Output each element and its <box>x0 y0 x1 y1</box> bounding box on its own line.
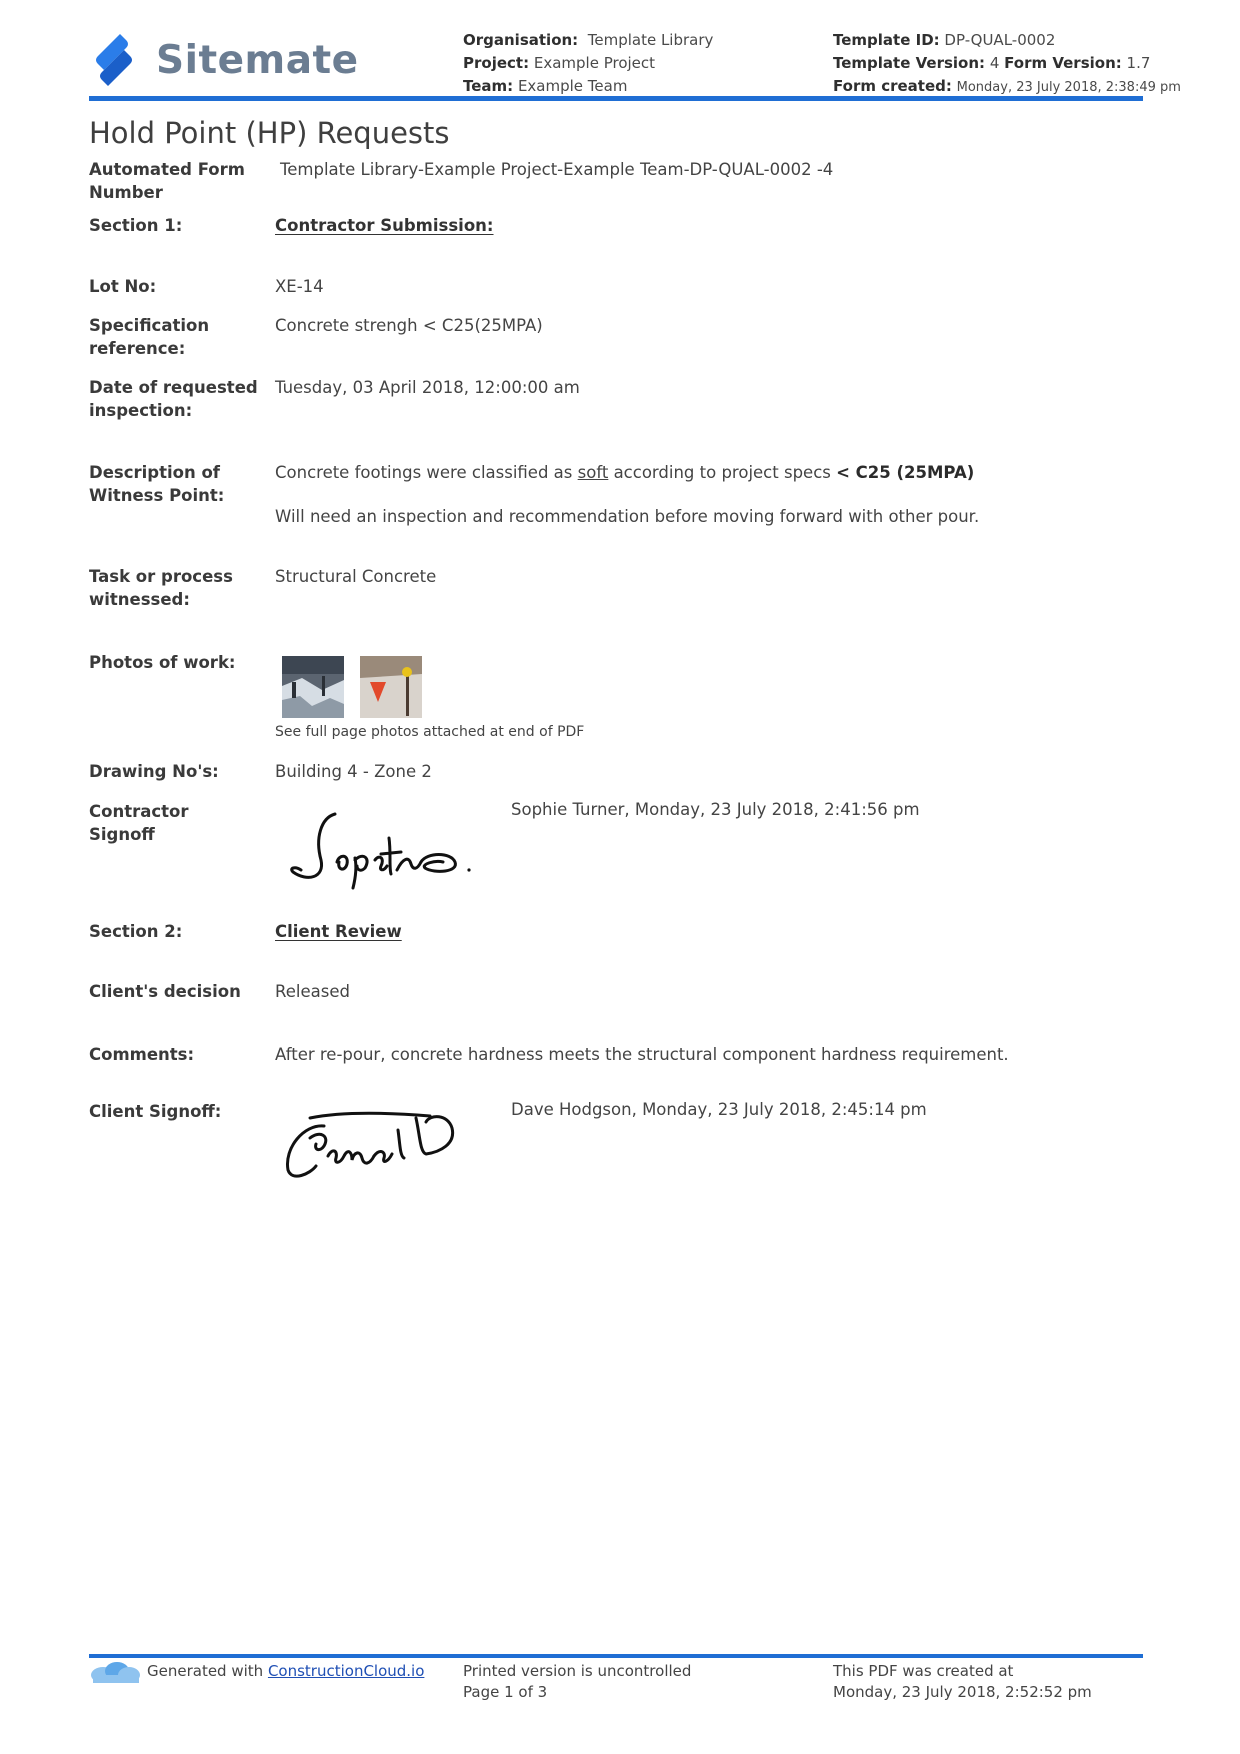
footer-divider <box>89 1654 1143 1658</box>
pdf-created-value: Monday, 23 July 2018, 2:52:52 pm <box>833 1683 1092 1701</box>
footer-generated <box>89 1661 424 1683</box>
task-value: Structural Concrete <box>275 567 437 586</box>
contractor-signoff-label: Contractor Signoff <box>89 802 189 844</box>
work-photo-2[interactable] <box>360 656 422 718</box>
contractor-signature <box>285 808 475 890</box>
description-text-b: according to project specs <box>608 463 837 482</box>
form-created-value: Monday, 23 July 2018, 2:38:49 pm <box>956 80 1181 95</box>
project-value: Example Project <box>533 54 656 72</box>
decision-label: Client's decision <box>89 982 241 1001</box>
brand-name: Sitemate <box>156 37 359 83</box>
constructioncloud-link[interactable]: ConstructionCloud.io <box>267 1662 425 1680</box>
template-id-value: DP-QUAL-0002 <box>944 31 1056 49</box>
project-label: Project: <box>463 54 530 72</box>
date-value: Tuesday, 03 April 2018, 12:00:00 am <box>275 378 580 397</box>
section2-heading: Client Review <box>275 922 402 941</box>
photos-note: See full page photos attached at end of PDF <box>275 724 585 740</box>
footer-middle <box>463 1661 691 1703</box>
organisation-value: Template Library <box>587 31 714 49</box>
organisation-label: Organisation: <box>463 31 579 49</box>
photos-label: Photos of work: <box>89 653 236 672</box>
header-divider <box>89 96 1143 101</box>
section1-heading: Contractor Submission: <box>275 216 494 235</box>
comments-value: After re-pour, concrete hardness meets the structural component hardness requirement. <box>275 1045 1009 1064</box>
task-label: Task or process witnessed: <box>89 567 233 609</box>
spec-value: Concrete strengh < C25(25MPA) <box>275 316 543 335</box>
drawing-value: Building 4 - Zone 2 <box>275 762 432 781</box>
description-text-spec: < C25 (25MPA) <box>836 463 975 482</box>
description-text-soft: soft <box>577 463 609 482</box>
section1-label: Section 1: <box>89 216 183 235</box>
lot-label: Lot No: <box>89 277 157 296</box>
client-signoff-label: Client Signoff: <box>89 1102 222 1121</box>
client-signoff-value: Dave Hodgson, Monday, 23 July 2018, 2:45:14 pm <box>511 1100 927 1119</box>
template-id-label: Template ID: <box>833 31 940 49</box>
description-text-a: Concrete footings were classified as <box>275 463 578 482</box>
drawing-label: Drawing No's: <box>89 762 219 781</box>
comments-label: Comments: <box>89 1045 195 1064</box>
page-title: Hold Point (HP) Requests <box>89 116 450 150</box>
description-line2: Will need an inspection and recommendation before moving forward with other pour. <box>275 507 980 526</box>
client-signature <box>280 1108 460 1186</box>
footer-generated-text: Generated with <box>147 1662 268 1680</box>
lot-value: XE-14 <box>275 277 324 296</box>
description-label: Description of Witness Point: <box>89 463 225 505</box>
sitemate-logo <box>90 30 359 90</box>
form-version-label: Form Version: <box>1004 54 1122 72</box>
cloud-logo-icon <box>89 1661 141 1683</box>
template-version-label: Template Version: <box>833 54 986 72</box>
footer-right <box>833 1661 1092 1703</box>
date-label: Date of requested inspection: <box>89 378 258 420</box>
work-photo-1[interactable] <box>282 656 344 718</box>
contractor-signoff-value: Sophie Turner, Monday, 23 July 2018, 2:41:56 pm <box>511 800 920 819</box>
pdf-created-label: This PDF was created at <box>833 1662 1014 1680</box>
page-number: Page 1 of 3 <box>463 1683 548 1701</box>
team-label: Team: <box>463 77 514 95</box>
form-number-value: Template Library-Example Project-Example Team-DP-QUAL-0002 -4 <box>280 160 834 179</box>
description-line1 <box>275 461 974 484</box>
form-version-value: 1.7 <box>1126 54 1151 72</box>
footer-uncontrolled-text: Printed version is uncontrolled <box>463 1662 692 1680</box>
form-number-label: Automated Form Number <box>89 160 245 202</box>
header-meta-middle <box>463 29 713 98</box>
team-value: Example Team <box>517 77 628 95</box>
template-version-value: 4 <box>989 54 1000 72</box>
sitemate-logo-icon <box>90 30 138 90</box>
section2-label: Section 2: <box>89 922 183 941</box>
spec-label: Specification reference: <box>89 316 210 358</box>
decision-value: Released <box>275 982 350 1001</box>
header-meta-right <box>833 29 1181 99</box>
form-created-label: Form created: <box>833 77 952 95</box>
